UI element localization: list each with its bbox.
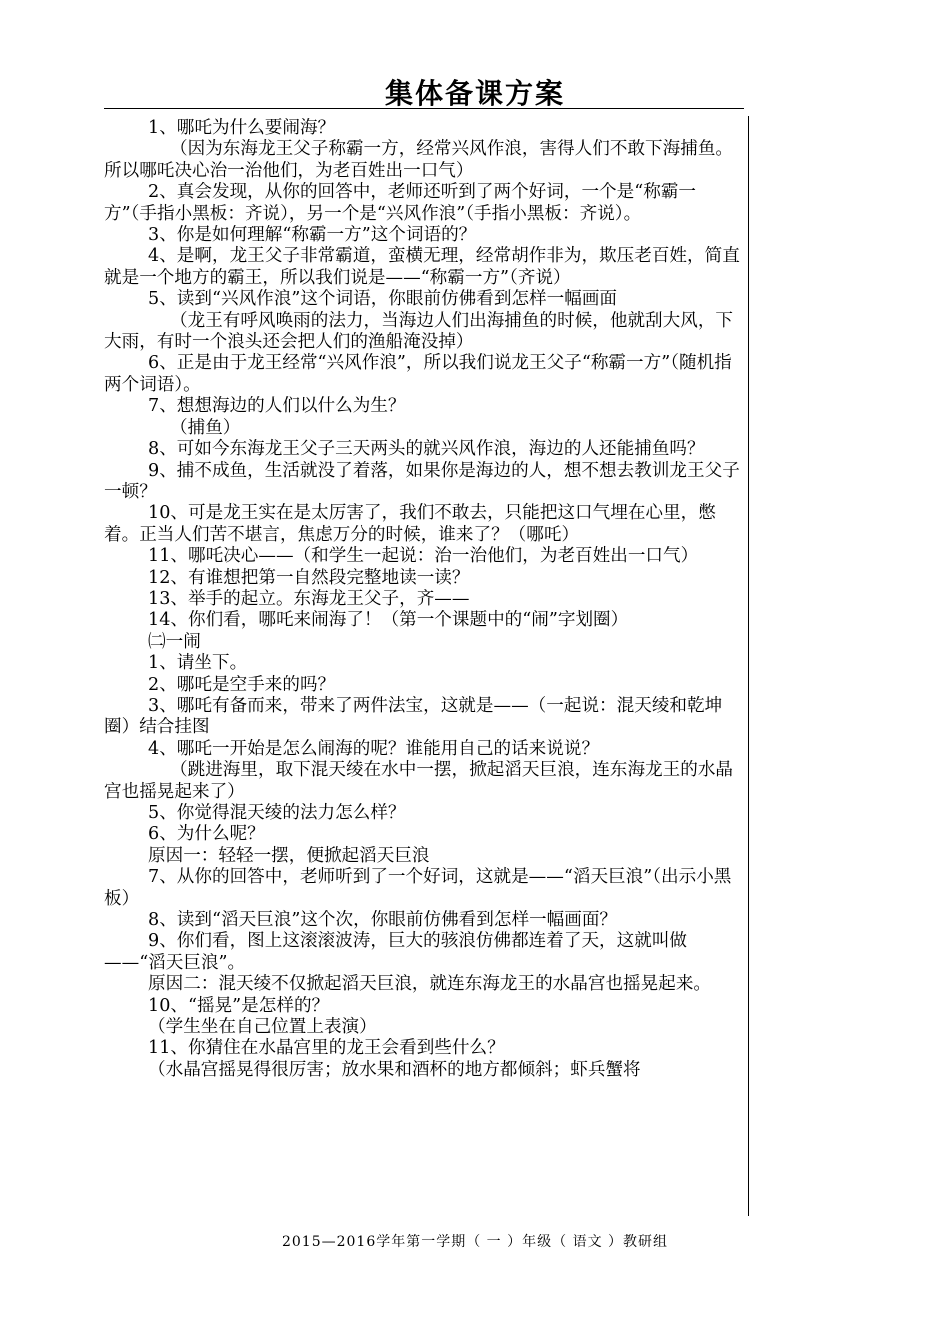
page-title: 集体备课方案	[384, 77, 565, 110]
paragraph: （龙王有呼风唤雨的法力，当海边人们出海捕鱼的时候，他就刮大风，下大雨，有时一个浪头还会把人们的渔船淹没掉）	[104, 310, 734, 353]
paragraph: 4、哪吒一开始是怎么闹海的呢？谁能用自己的话来说说？	[148, 738, 600, 759]
paragraph: 6、正是由于龙王经常“兴风作浪”，所以我们说龙王父子“称霸一方”（随机指两个词语）。	[104, 353, 732, 395]
paragraph: 7、想想海边的人们以什么为生？	[148, 396, 406, 417]
paragraph: 10、可是龙王实在是太厉害了，我们不敢去，只能把这口气埋在心里，憋着。正当人们苦不堪言，焦虑万分的时候，谁来了？（哪吒）	[104, 503, 716, 545]
paragraph: 8、可如今东海龙王父子三天两头的就兴风作浪，海边的人还能捕鱼吗？	[148, 439, 705, 460]
paragraph: 13、举手的起立。东海龙王父子，齐——	[148, 588, 470, 609]
paragraph: 1、哪吒为什么要闹海？	[148, 118, 336, 138]
title-underline	[104, 108, 744, 109]
paragraph: 14、你们看，哪吒来闹海了！（第一个课题中的“闹”字划圈）	[148, 610, 629, 631]
paragraph: 11、你猜住在水晶宫里的龙王会看到些什么？	[148, 1038, 505, 1059]
paragraph: （学生坐在自己位置上表演）	[148, 1017, 377, 1038]
paragraph: 原因二：混天绫不仅掀起滔天巨浪，就连东海龙王的水晶宫也摇晃起来。	[148, 974, 712, 995]
paragraph: 3、你是如何理解“称霸一方”这个词语的？	[148, 225, 477, 246]
paragraph: 4、是啊，龙王父子非常霸道，蛮横无理，经常胡作非为，欺压老百姓，简直就是一个地方的霸王，所以我们说是——“称霸一方”（齐说）	[104, 246, 740, 288]
paragraph: 5、你觉得混天绫的法力怎么样？	[148, 803, 406, 823]
right-margin-line	[748, 116, 749, 1216]
paragraph: 7、从你的回答中，老师听到了一个好词，这就是——“滔天巨浪”（出示小黑板）	[104, 867, 732, 909]
paragraph: 12、有谁想把第一自然段完整地读一读？	[148, 567, 470, 588]
paragraph: 11、哪吒决心——（和学生一起说：治一治他们，为老百姓出一口气）	[148, 546, 699, 567]
paragraph: 3、哪吒有备而来，带来了两件法宝，这就是——（一起说：混天绫和乾坤圈）结合挂图	[104, 695, 723, 738]
paragraph: 9、你们看，图上这滚滚波涛，巨大的骇浪仿佛都连着了天，这就叫做——“滔天巨浪”。	[104, 931, 688, 973]
paragraph: 1、请坐下。	[148, 653, 248, 674]
paragraph: 10、“摇晃”是怎样的？	[148, 995, 330, 1016]
paragraph: 原因一：轻轻一摆，便掀起滔天巨浪	[148, 845, 430, 866]
paragraph: （跳进海里，取下混天绫在水中一摆，掀起滔天巨浪，连东海龙王的水晶宫也摇晃起来了）	[104, 760, 734, 802]
paragraph: 2、哪吒是空手来的吗？	[148, 674, 336, 695]
paragraph: （水晶宫摇晃得很厉害；放水果和酒杯的地方都倾斜；虾兵蟹将	[148, 1059, 641, 1080]
page-footer: 2015—2016学年第一学期（ 一 ）年级（ 语文 ）教研组	[281, 1234, 669, 1250]
paragraph: 2、真会发现，从你的回答中，老师还听到了两个好词，一个是“称霸一方”（手指小黑板：齐说），另一个是“兴风作浪”（手指小黑板：齐说）。	[104, 182, 697, 224]
lesson-body	[104, 118, 746, 1081]
paragraph: 9、捕不成鱼，生活就没了着落，如果你是海边的人，想不想去教训龙王父子一顿？	[104, 460, 740, 502]
paragraph: （因为东海龙王父子称霸一方，经常兴风作浪，害得人们不敢下海捕鱼。所以哪吒决心治一治他们，为老百姓出一口气）	[104, 139, 734, 181]
paragraph: 8、读到“滔天巨浪”这个次，你眼前仿佛看到怎样一幅画面？	[148, 910, 618, 931]
paragraph: 5、读到“兴风作浪”这个词语，你眼前仿佛看到怎样一幅画面	[148, 289, 618, 310]
paragraph: （捕鱼）	[170, 417, 241, 438]
paragraph: 6、为什么呢？	[148, 824, 265, 845]
paragraph: ㈡一闹	[148, 631, 201, 652]
